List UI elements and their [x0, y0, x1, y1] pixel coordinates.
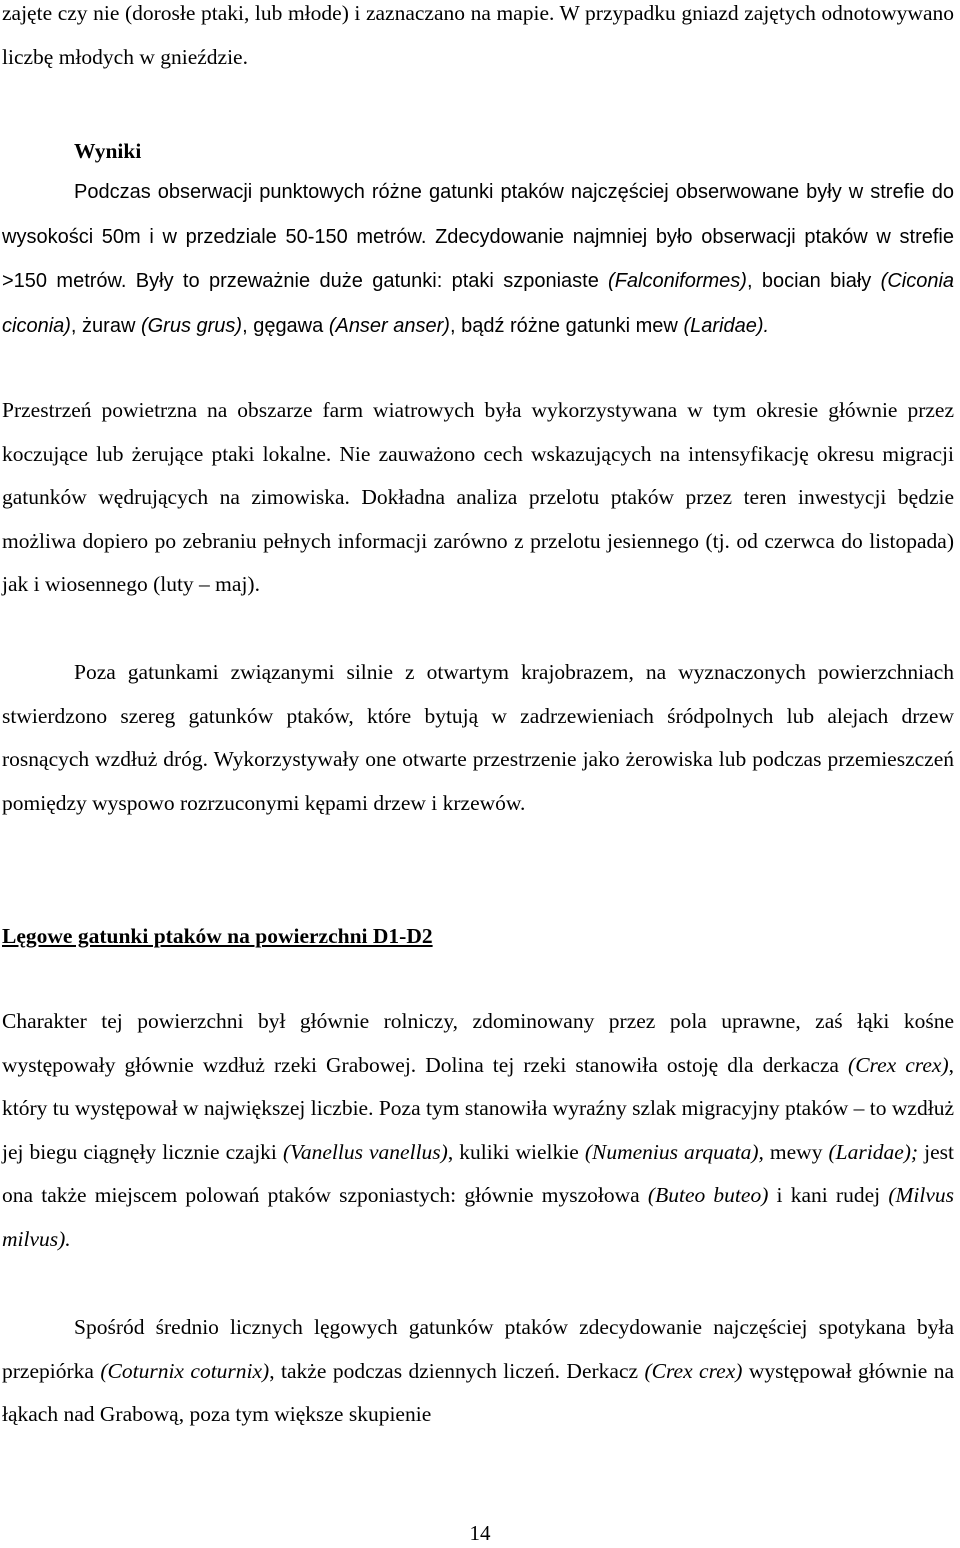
section-p1-text-c: , kuliki wielkie [447, 1139, 585, 1164]
section-p2-text-c: występował głównie na łąkach nad Grabową, poza tym większe skupienie [2, 1358, 954, 1427]
section-p2-text-b: , także podczas dziennych liczeń. Derkacz [269, 1358, 645, 1383]
intro-paragraph: zajęte czy nie (dorosłe ptaki, lub młode) i zaznaczano na mapie. W przypadku gniazd zajętych odnotowywano liczbę młodych w gnieździe. [2, 1, 954, 69]
results-paragraph-1 [2, 170, 954, 348]
taxon-laridae-2: (Laridae); [828, 1139, 919, 1164]
section-heading: Lęgowe gatunki ptaków na powierzchni D1-D2 [2, 924, 433, 948]
taxon-milvus: (Milvus milvus). [2, 1183, 954, 1251]
section-paragraph-1 [2, 1000, 954, 1262]
taxon-numenius: (Numenius arquata), [584, 1139, 764, 1164]
taxon-crex-1: (Crex crex) [848, 1052, 949, 1077]
section-p1-text-b: , który tu występował w największej liczbie. Poza tym stanowiła wyraźny szlak migracyjny ptaków – to wzdłuż jej biegu ciągnęły licznie czajki [2, 1052, 954, 1164]
results-paragraph-3: Poza gatunkami związanymi silnie z otwartym krajobrazem, na wyznaczonych powierzchniach stwierdzono szereg gatunków ptaków, które bytują w zadrzewieniach śródpolnych lub alejach drzew rosnących wzdłuż dróg. Wykorzystywały one otwarte przestrzenie jako żerowiska lub podczas przemieszczeń pomiędzy wyspowo rozrzuconymi kępami drzew i krzewów. [2, 660, 954, 815]
taxon-laridae: (Laridae). [683, 314, 770, 337]
section-p1-text-f: i kani rudej [768, 1183, 889, 1208]
taxon-crex-2: (Crex crex) [644, 1358, 743, 1383]
taxon-falconiformes: (Falconiformes) [608, 270, 747, 293]
section-p1-text-a: Charakter tej powierzchni był głównie rolniczy, zdominowany przez pola uprawne, zaś łąki kośne występowały głównie wzdłuż rzeki Grabowej. Dolina tej rzeki stanowiła ostoję dla derkacza [2, 1009, 954, 1077]
results-p1-text-c: , żuraw [70, 314, 141, 337]
section-p1-text-d: mewy [763, 1139, 829, 1164]
section-p1-text-e: jest ona także miejscem polowań ptaków szponiastych: głównie myszołowa [2, 1139, 954, 1208]
taxon-ciconia: (Ciconia ciconia) [2, 270, 955, 337]
taxon-anser: (Anser anser) [328, 314, 450, 337]
page-number: 14 [469, 1521, 491, 1545]
results-paragraph-2: Przestrzeń powietrzna na obszarze farm wiatrowych była wykorzystywana w tym okresie głównie przez koczujące lub żerujące ptaki lokalne. Nie zauważono cech wskazujących na intensyfikację okresu migracji gatunków wędrujących na zimowiska. Dokładna analiza przelotu ptaków przez teren inwestycji będzie możliwa dopiero po zebraniu pełnych informacji zarówno z przelotu jesiennego (tj. od czerwca do listopada) jak i wiosennego (luty – maj). [2, 398, 954, 597]
taxon-vanellus: (Vanellus vanellus) [282, 1139, 448, 1164]
results-p1-text-d: , gęgawa [242, 314, 329, 337]
taxon-buteo: (Buteo buteo) [647, 1183, 769, 1208]
results-p1-text-a: Podczas obserwacji punktowych różne gatunki ptaków najczęściej obserwowane były w strefie do wysokości 50m i w przedziale 50-150 metrów. Zdecydowanie najmniej było obserwacji ptaków w strefie >150 metrów. Były to przeważnie duże gatunki: ptaki szponiaste [2, 181, 954, 293]
results-p1-text-e: , bądź różne gatunki mew [449, 314, 684, 337]
results-p1-text-b: , bocian biały [746, 270, 881, 293]
taxon-coturnix: (Coturnix coturnix) [100, 1358, 270, 1383]
section-p2-text-a: Spośród średnio licznych lęgowych gatunków ptaków zdecydowanie najczęściej spotykana była przepiórka [2, 1315, 954, 1383]
taxon-grus: (Grus grus) [140, 314, 243, 337]
section-paragraph-2 [2, 1306, 954, 1437]
results-heading: Wyniki [74, 139, 142, 163]
